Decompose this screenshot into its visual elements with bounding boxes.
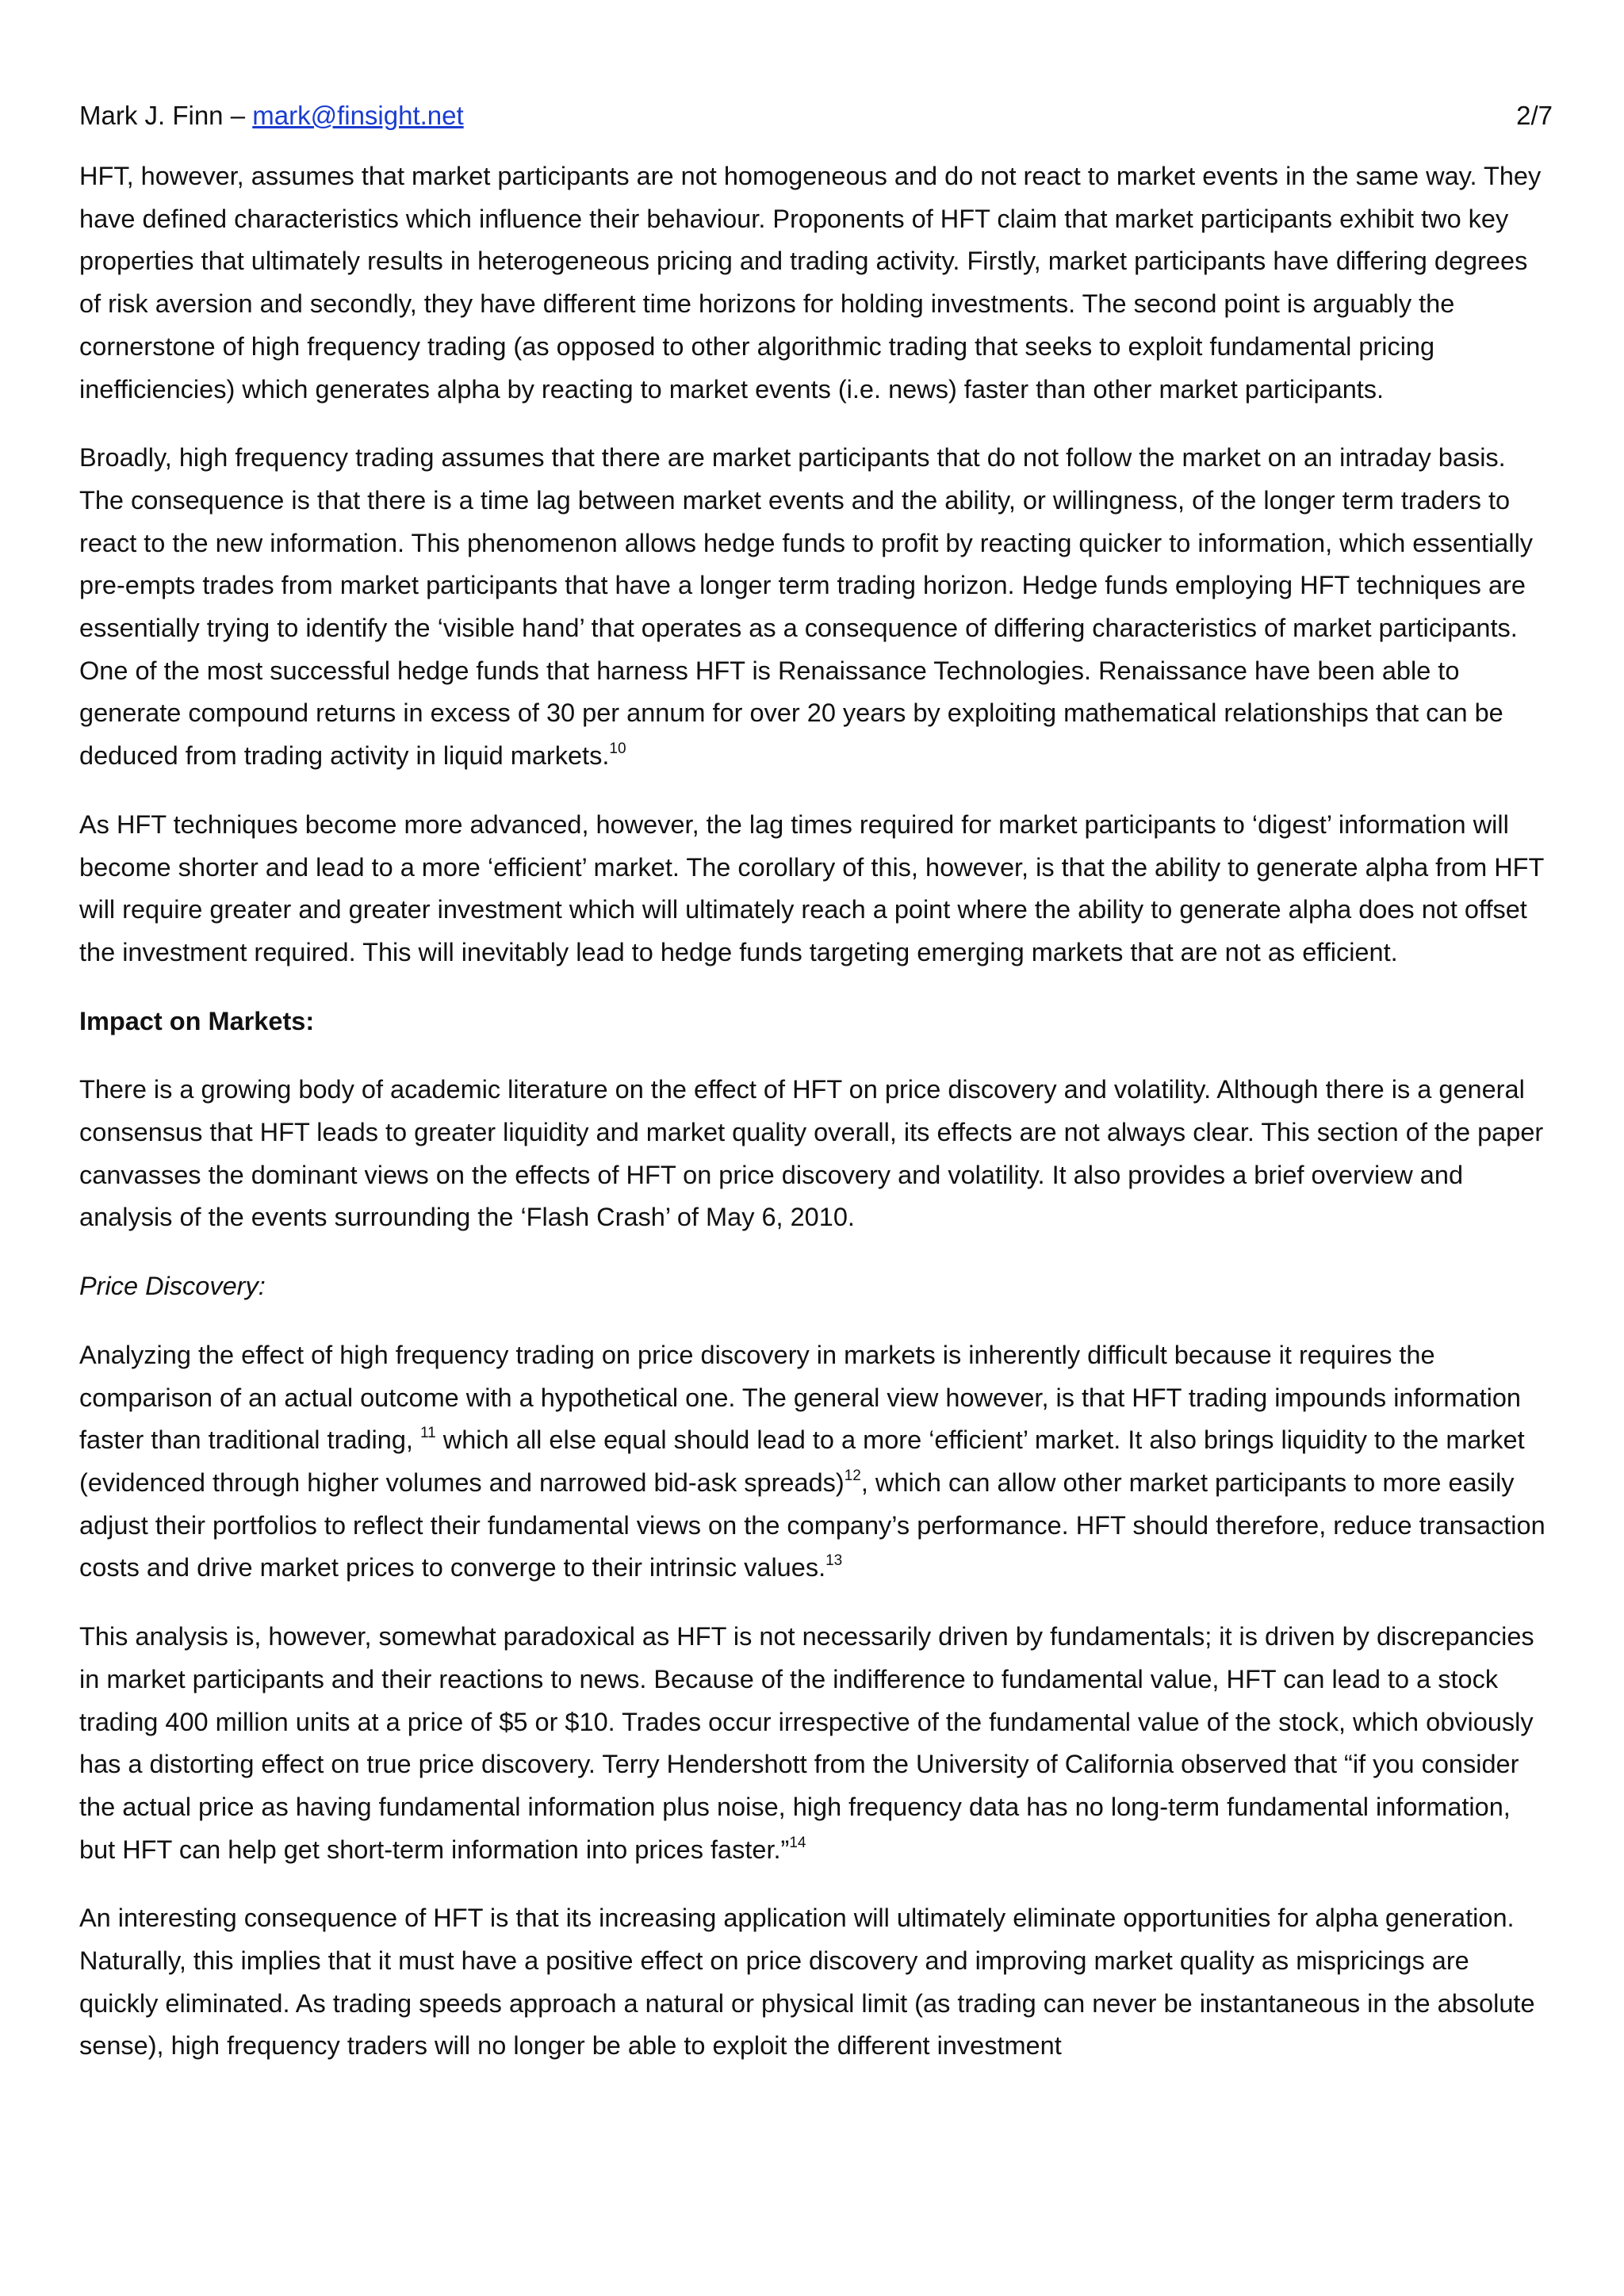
- paragraph-6: [79, 1616, 1553, 1871]
- paragraph-2-text: Broadly, high frequency trading assumes that there are market participants that do not follow the market on an intraday basis. The consequence is that there is a time lag between market events and the ability, or willingness, of the longer term traders to react to the new information. This phenomenon allows hedge funds to profit by reacting quicker to information, which essentially pre-empts trades from market participants that have a longer term trading horizon. Hedge funds employing HFT techniques are essentially trying to identify the ‘visible hand’ that operates as a consequence of differing characteristics of market participants. One of the most successful hedge funds that harness HFT is Renaissance Technologies. Renaissance have been able to generate compound returns in excess of 30 per annum for over 20 years by exploiting mathematical relationships that can be deduced from trading activity in liquid markets.: [79, 443, 1534, 771]
- section-heading-impact: Impact on Markets:: [79, 1006, 315, 1035]
- paragraph-5-text-b: which all else equal should lead to a more ‘efficient’ market. It also brings liquidity to the market (evidenced through higher volumes and narrowed bid-ask spreads): [79, 1425, 1525, 1497]
- paragraph-5: [79, 1334, 1553, 1590]
- footnote-ref-11[interactable]: 11: [419, 1425, 436, 1442]
- page-header: [79, 98, 1553, 133]
- paragraph-1: HFT, however, assumes that market participants are not homogeneous and do not react to market events in the same way. They have defined characteristics which influence their behaviour. Proponents of HFT claim that market participants exhibit two key properties that ultimately results in heterogeneous pricing and trading activity. Firstly, market participants have differing degrees of risk aversion and secondly, they have different time horizons for holding investments. The second point is arguably the cornerstone of high frequency trading (as opposed to other algorithmic trading that seeks to exploit fundamental pricing inefficiencies) which generates alpha by reacting to market events (i.e. news) faster than other market participants.: [79, 162, 1542, 404]
- paragraph-4: There is a growing body of academic literature on the effect of HFT on price discovery and volatility. Although there is a general consensus that HFT leads to greater liquidity and market quality overall, its effects are not always clear. This section of the paper canvasses the dominant views on the effects of HFT on price discovery and volatility. It also provides a brief overview and analysis of the events surrounding the ‘Flash Crash’ of May 6, 2010.: [79, 1075, 1544, 1232]
- subheading-price-discovery: Price Discovery:: [79, 1272, 266, 1301]
- footnote-ref-14[interactable]: 14: [789, 1834, 806, 1851]
- footnote-ref-13[interactable]: 13: [825, 1552, 843, 1570]
- author-name: Mark J. Finn –: [79, 101, 253, 130]
- paragraph-5-text-a: Analyzing the effect of high frequency trading on price discovery in markets is inherently difficult because it requires the comparison of an actual outcome with a hypothetical one. The general view however, is that HFT trading impounds information faster than traditional trading,: [79, 1340, 1521, 1455]
- footnote-ref-10[interactable]: 10: [609, 740, 626, 758]
- page-number: 2/7: [1516, 101, 1553, 130]
- paragraph-3: As HFT techniques become more advanced, however, the lag times required for market participants to ‘digest’ information will become shorter and lead to a more ‘efficient’ market. The corollary of this, however, is that the ability to generate alpha from HFT will require greater and greater investment which will ultimately reach a point where the ability to generate alpha does not offset the investment required. This will inevitably lead to hedge funds targeting emerging markets that are not as efficient.: [79, 809, 1544, 966]
- author-line: [79, 98, 464, 133]
- paragraph-7: An interesting consequence of HFT is that its increasing application will ultimately eliminate opportunities for alpha generation. Naturally, this implies that it must have a positive effect on price discovery and improving market quality as mispricings are quickly eliminated. As trading speeds approach a natural or physical limit (as trading can never be instantaneous in the absolute sense), high frequency traders will no longer be able to exploit the different investment: [79, 1904, 1535, 2061]
- paragraph-6-text: This analysis is, however, somewhat paradoxical as HFT is not necessarily driven by fundamentals; it is driven by discrepancies in market participants and their reactions to news. Because of the indifference to fundamental value, HFT can lead to a stock trading 400 million units at a price of $5 or $10. Trades occur irrespective of the fundamental value of the stock, which obviously has a distorting effect on true price discovery. Terry Hendershott from the University of California observed that “if you consider the actual price as having fundamental information plus noise, high frequency data has no long-term fundamental information, but HFT can help get short-term information into prices faster.”: [79, 1622, 1534, 1864]
- author-email-link[interactable]: mark@finsight.net: [252, 101, 464, 130]
- paragraph-5-text-c: , which can allow other market participants to more easily adjust their portfolios to reflect their fundamental views on the company’s performance. HFT should therefore, reduce transaction costs and drive market prices to converge to their intrinsic values.: [79, 1468, 1545, 1582]
- footnote-ref-12[interactable]: 12: [844, 1467, 861, 1484]
- paragraph-2: [79, 437, 1553, 778]
